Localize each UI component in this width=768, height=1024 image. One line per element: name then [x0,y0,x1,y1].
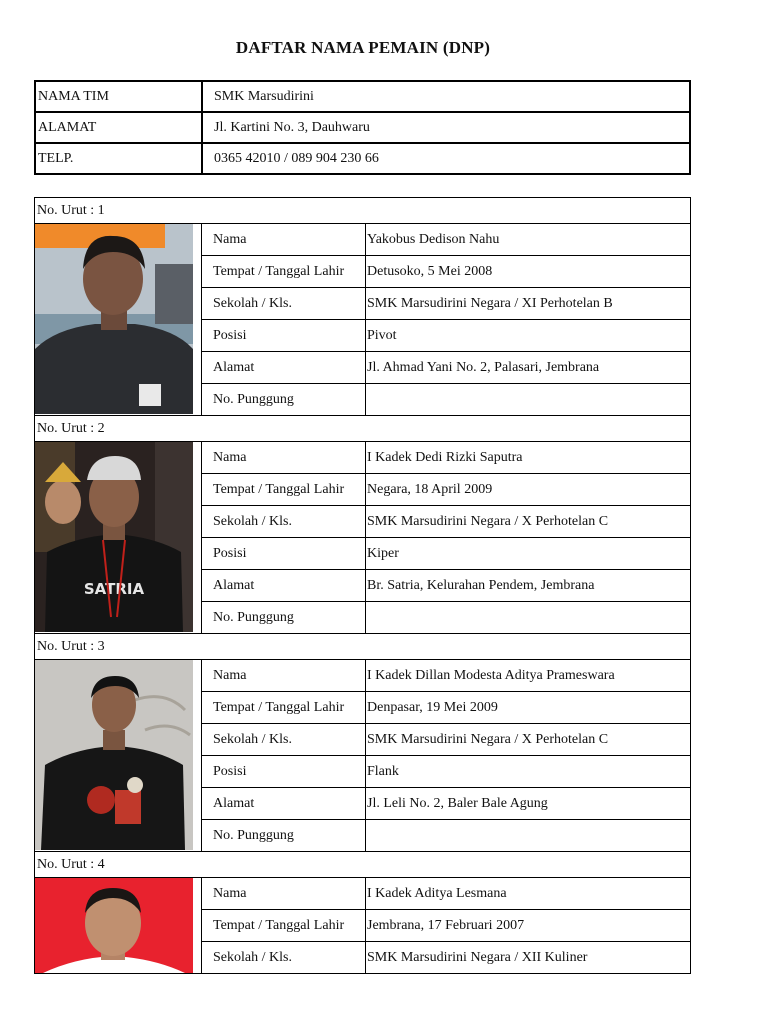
player-address: Br. Satria, Kelurahan Pendem, Jembrana [366,570,691,602]
team-row-address [35,112,690,143]
field-label: Tempat / Tanggal Lahir [202,910,366,942]
field-label: Posisi [202,538,366,570]
player-photo [35,442,202,634]
shirt-print-text: SATRIA [83,580,145,598]
field-label: Alamat [202,788,366,820]
team-row-phone [35,143,690,174]
field-label: Posisi [202,756,366,788]
player-photo [35,878,202,974]
field-label: No. Punggung [202,602,366,634]
field-label: Tempat / Tanggal Lahir [202,256,366,288]
team-info-table [34,80,691,175]
player-jersey-number [366,384,691,416]
player-name: Yakobus Dedison Nahu [366,224,691,256]
field-label: No. Punggung [202,820,366,852]
field-label: Nama [202,442,366,474]
player-position: Flank [366,756,691,788]
field-label: No. Punggung [202,384,366,416]
player-birth: Detusoko, 5 Mei 2008 [366,256,691,288]
field-label: Alamat [202,570,366,602]
team-value: Jl. Kartini No. 3, Dauhwaru [202,112,690,143]
player-number: No. Urut : 1 [35,198,691,224]
player-photo-image [35,224,193,414]
player-birth: Jembrana, 17 Februari 2007 [366,910,691,942]
player-school: SMK Marsudirini Negara / X Perhotelan C [366,724,691,756]
player-position: Pivot [366,320,691,352]
player-photo-image [35,660,193,850]
field-label: Nama [202,224,366,256]
player-birth: Negara, 18 April 2009 [366,474,691,506]
player-name: I Kadek Dedi Rizki Saputra [366,442,691,474]
team-label: ALAMAT [35,112,202,143]
field-label: Sekolah / Kls. [202,506,366,538]
field-label: Alamat [202,352,366,384]
player-photo-image [35,878,193,973]
field-label: Sekolah / Kls. [202,724,366,756]
player-number: No. Urut : 4 [35,852,691,878]
player-name: I Kadek Dillan Modesta Aditya Prameswara [366,660,691,692]
player-birth: Denpasar, 19 Mei 2009 [366,692,691,724]
team-label: NAMA TIM [35,81,202,112]
player-school: SMK Marsudirini Negara / XI Perhotelan B [366,288,691,320]
player-number: No. Urut : 3 [35,634,691,660]
field-label: Nama [202,878,366,910]
player-jersey-number [366,820,691,852]
team-value: SMK Marsudirini [202,81,690,112]
player-address: Jl. Leli No. 2, Baler Bale Agung [366,788,691,820]
field-label: Sekolah / Kls. [202,288,366,320]
field-label: Nama [202,660,366,692]
field-label: Tempat / Tanggal Lahir [202,474,366,506]
player-photo [35,660,202,852]
player-photo [35,224,202,416]
player-name: I Kadek Aditya Lesmana [366,878,691,910]
field-label: Posisi [202,320,366,352]
team-row-name [35,81,690,112]
players-table [34,197,691,974]
player-school: SMK Marsudirini Negara / XII Kuliner [366,942,691,974]
player-address: Jl. Ahmad Yani No. 2, Palasari, Jembrana [366,352,691,384]
team-label: TELP. [35,143,202,174]
field-label: Tempat / Tanggal Lahir [202,692,366,724]
player-position: Kiper [366,538,691,570]
player-school: SMK Marsudirini Negara / X Perhotelan C [366,506,691,538]
player-photo-image [35,442,193,632]
field-label: Sekolah / Kls. [202,942,366,974]
page-title: DAFTAR NAMA PEMAIN (DNP) [235,38,491,57]
team-value: 0365 42010 / 089 904 230 66 [202,143,690,174]
player-jersey-number [366,602,691,634]
player-number: No. Urut : 2 [35,416,691,442]
